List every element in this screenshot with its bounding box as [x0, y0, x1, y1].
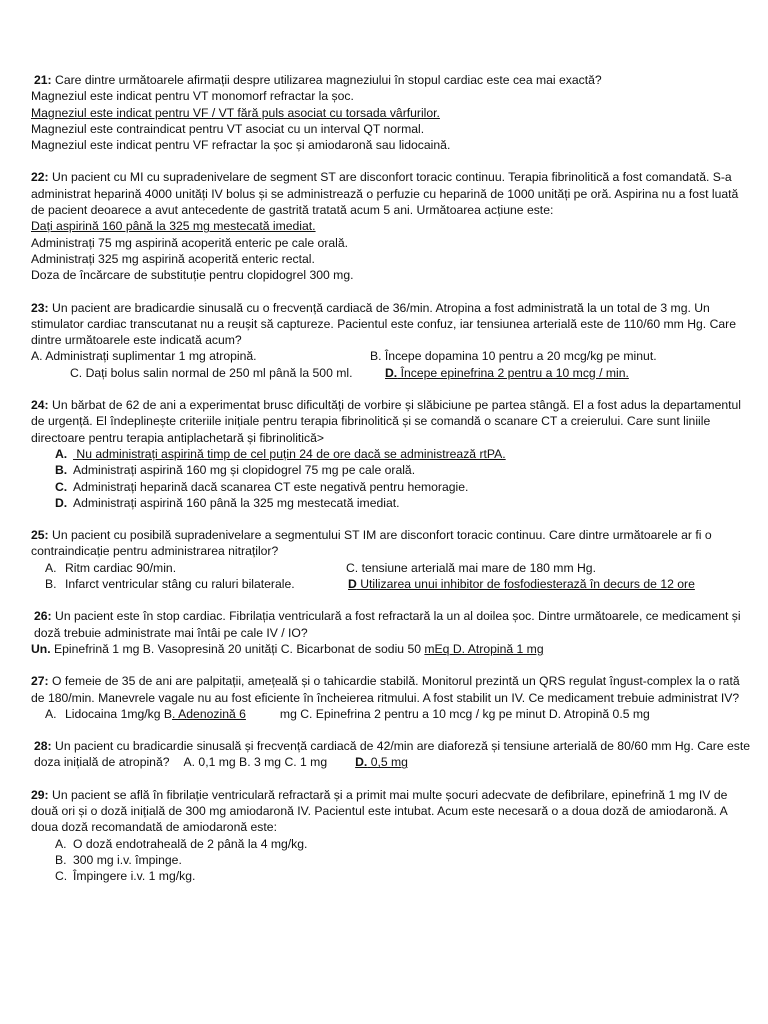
answer-text: Epinefrină 1 mg B. Vasopresină 20 unități C. Bicarbonat de sodiu 50 — [50, 641, 425, 656]
answer-letter: A. — [45, 560, 57, 575]
question-stem — [31, 300, 753, 349]
answer-letter: C. — [55, 869, 68, 884]
question-text: Un pacient se află în fibrilație ventriculară refractară și a primit mai multe șocuri adecvate de defibrilare, epinefrină 1 mg IV de două ori și o doză inițială de 300 mg amiodaronă IV. Pacientul este intubat. Acum este necesară o a doua doză de amiodaronă. A doua doză recomandată de amiodaronă este: — [31, 787, 728, 835]
document-page — [31, 72, 753, 900]
answer-row — [31, 641, 753, 657]
answer-text: 0,5 mg — [367, 755, 408, 770]
answer-option-correct — [31, 218, 753, 234]
question-25 — [31, 527, 753, 592]
question-21 — [31, 72, 753, 153]
answer-text: mg C. Epinefrina 2 pentru a 10 mcg / kg pe minut D. Atropină 0.5 mg — [279, 706, 650, 721]
answer-text: Administrați heparină dacă scanarea CT este negativă pentru hemoragie. — [73, 479, 469, 494]
answer-option — [31, 560, 346, 576]
question-stem — [31, 738, 753, 771]
answer-option: Doza de încărcare de substituție pentru clopidogrel 300 mg. — [31, 268, 354, 283]
answer-text: Începe epinefrina 2 pentru a 10 mcg / min. — [397, 365, 629, 380]
question-stem — [31, 72, 753, 88]
correct-answer-underlined — [355, 755, 408, 769]
answer-option: C. Dați bolus salin normal de 250 ml până la 500 ml. — [70, 365, 353, 380]
question-29 — [31, 787, 753, 885]
answer-row — [31, 365, 753, 381]
answer-option: Administrați 325 mg aspirină acoperită enteric rectal. — [31, 251, 315, 266]
answer-letter: B. — [45, 577, 57, 592]
question-number: 21: — [34, 73, 52, 87]
answer-option-correct — [31, 446, 753, 462]
question-number: 22: — [31, 170, 49, 185]
correct-answer-underlined — [348, 576, 695, 592]
answer-row — [31, 576, 753, 592]
answer-option — [31, 868, 753, 884]
answer-letter: A. — [45, 706, 57, 721]
answer-option: C. tensiune arterială mai mare de 180 mm Hg. — [346, 560, 596, 575]
question-stem — [31, 787, 753, 836]
correct-answer-underlined: mEq — [424, 641, 450, 656]
answer-option: Magneziul este indicat pentru VT monomorf refractar la șoc. — [31, 89, 354, 104]
question-22 — [31, 169, 753, 283]
question-number: 23: — [31, 300, 49, 315]
answer-letter: D. — [355, 755, 368, 770]
answer-letter: D — [348, 577, 357, 592]
answer-text: Ritm cardiac 90/min. — [65, 560, 177, 575]
question-text: Un pacient cu MI cu supradenivelare de segment ST are disconfort toracic continuu. Terapia fibrinolitică a fost comandată. S-a administrat heparină 4000 unități IV bolus și se administrează o perfuzie cu heparină de 1000 unități pe oră. Aspirina nu a fost luată de pacient deoarece a avut antecedente de gastrită tratată acum 5 ani. Următoarea acțiune este: — [31, 170, 739, 218]
correct-answer-underlined: Nu administrați aspirină timp de cel puțin 24 de ore dacă se administrează rtPA. — [73, 446, 506, 461]
answer-option — [31, 836, 753, 852]
answer-option-correct — [31, 105, 753, 121]
answer-letter: D. — [385, 365, 398, 380]
answer-option: B. Începe dopamina 10 pentru a 20 mcg/kg pe minut. — [370, 349, 657, 364]
answer-letter: D. — [55, 495, 68, 510]
answer-option — [31, 576, 348, 592]
question-text: Care dintre următoarele afirmații despre utilizarea magneziului în stopul cardiac este cea mai exactă? — [51, 73, 602, 87]
question-number: 26: — [34, 609, 52, 624]
question-text: Un pacient este în stop cardiac. Fibrilația ventriculară a fost refractară la un al doilea șoc. Dintre următoarele, ce medicament și doză trebuie administrate mai întâi pe cale IV / IO? — [34, 609, 741, 640]
answer-option: Administrați 75 mg aspirină acoperită enteric pe cale orală. — [31, 235, 349, 250]
answer-letter: C. — [55, 479, 68, 494]
correct-answer-underlined: . Adenozină 6 — [172, 706, 246, 721]
question-stem — [31, 527, 753, 560]
correct-answer-underlined: D. Atropină 1 mg — [449, 641, 544, 656]
answer-option: Magneziul este indicat pentru VF refractar la șoc și amiodaronă sau lidocaină. — [31, 138, 451, 153]
answer-text: Împingere i.v. 1 mg/kg. — [73, 869, 196, 884]
question-number: 28: — [34, 739, 52, 754]
answer-text: Administrați aspirină 160 până la 325 mg mestecată imediat. — [73, 495, 400, 510]
question-stem — [31, 397, 753, 446]
answer-text: A. 0,1 mg B. 3 mg C. 1 mg — [183, 755, 328, 770]
answer-row — [31, 706, 753, 722]
answer-option — [31, 462, 753, 478]
answer-row — [31, 560, 753, 576]
question-26 — [31, 608, 753, 657]
answer-row — [31, 348, 753, 364]
answer-letter: Un. — [31, 641, 51, 656]
question-text: Un pacient are bradicardie sinusală cu o frecvență cardiacă de 36/min. Atropina a fost administrată la un total de 3 mg. Un stimulator cardiac transcutanat nu a reușit să captureze. Pacientul este confuz, iar tensiunea arterială este de 110/60 mm Hg. Care dintre următoarele este indicată acum? — [31, 300, 736, 348]
answer-text: 300 mg i.v. împinge. — [73, 852, 182, 867]
question-stem — [31, 169, 753, 218]
question-number: 27: — [31, 674, 49, 689]
answer-text: Lidocaina 1mg/kg B — [65, 706, 173, 721]
answer-letter: B. — [55, 463, 68, 478]
question-stem — [31, 673, 753, 706]
question-27 — [31, 673, 753, 722]
answer-option: Magneziul este contraindicat pentru VT asociat cu un interval QT normal. — [31, 121, 425, 136]
question-text: Un pacient cu posibilă supradenivelare a segmentului ST IM are disconfort toracic continuu. Care dintre următoarele ar fi o contraindicație pentru administrarea nitraților? — [31, 528, 712, 559]
correct-answer-underlined: Magneziul este indicat pentru VF / VT fără puls asociat cu torsada vârfurilor. — [31, 105, 440, 120]
question-number: 29: — [31, 787, 49, 802]
answer-letter: A. — [55, 446, 68, 461]
answer-option: A. Administrați suplimentar 1 mg atropină. — [31, 349, 257, 364]
question-text: Un pacient cu bradicardie sinusală și frecvență cardiacă de 42/min are diaforeză și tensiune arterială de 80/60 mm Hg. Care este doza inițială de atropină? — [34, 739, 751, 770]
correct-answer-underlined — [385, 365, 629, 381]
question-number: 25: — [31, 528, 49, 543]
answer-text: O doză endotraheală de 2 până la 4 mg/kg. — [73, 836, 308, 851]
answer-option — [31, 852, 753, 868]
answer-letter: A. — [55, 836, 67, 851]
answer-option — [31, 479, 753, 495]
question-23 — [31, 300, 753, 381]
answer-text: Infarct ventricular stâng cu raluri bilaterale. — [65, 577, 295, 592]
question-number: 24: — [31, 398, 49, 413]
question-24 — [31, 397, 753, 511]
question-text: Un bărbat de 62 de ani a experimentat brusc dificultăți de vorbire și slăbiciune pe partea stângă. El a fost adus la departamentul de urgență. El îndeplinește criteriile inițiale pentru terapia fibrinolitică și se comandă o scanare CT a creierului. Care sunt liniile directoare pentru terapia antiplachetară și fibrinolitică> — [31, 398, 742, 445]
correct-answer-underlined: Dați aspirină 160 până la 325 mg mestecată imediat. — [31, 219, 316, 234]
answer-option — [31, 495, 753, 511]
question-stem — [31, 608, 753, 641]
answer-text: Administrați aspirină 160 mg și clopidogrel 75 mg pe cale orală. — [73, 463, 416, 478]
answer-letter: B. — [55, 852, 67, 867]
question-text: O femeie de 35 de ani are palpitații, amețeală și o tahicardie stabilă. Monitorul prezintă un QRS regulat îngust-complex la o rată de 180/min. Manevrele vagale nu au fost eficiente în încheierea ritmului. A fost stabilit un IV. Ce medicament trebuie administrat IV? — [31, 674, 740, 705]
question-28 — [31, 738, 753, 771]
answer-text: Utilizarea unui inhibitor de fosfodiesterază în decurs de 12 ore — [356, 577, 695, 592]
